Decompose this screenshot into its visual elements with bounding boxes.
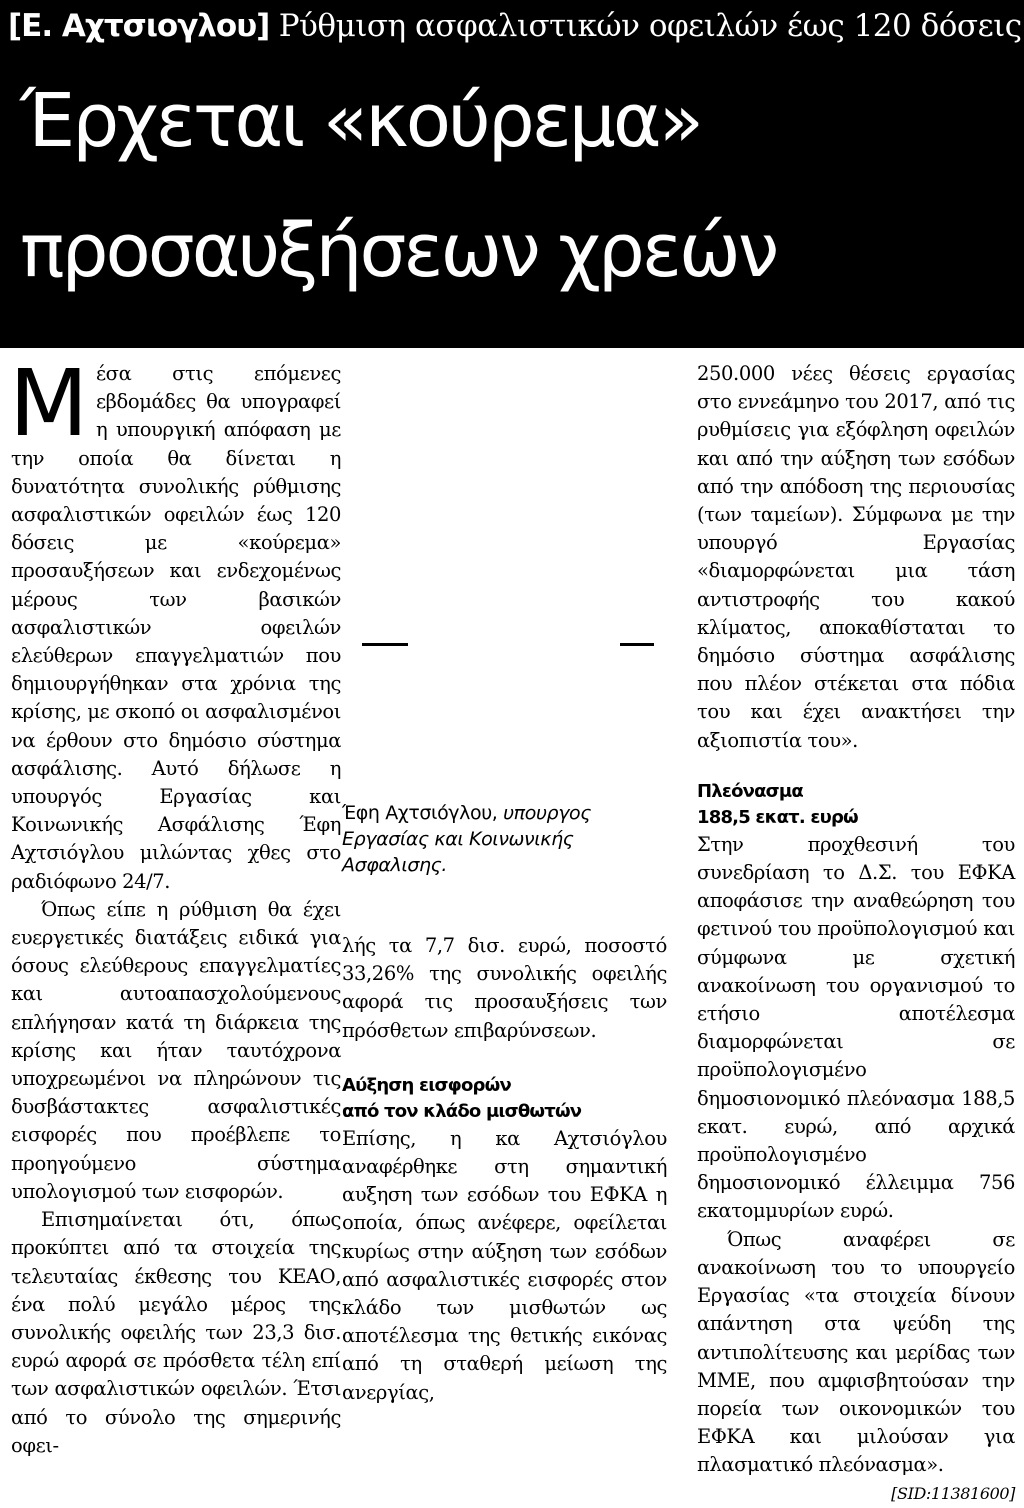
drop-cap: Μ [9, 350, 88, 457]
subhead-line-2: από τον κλάδο μισθωτών [342, 1100, 582, 1122]
paragraph-text: έσα στις επόμενες εβδομάδες θα υπογραφεί η υπουργική απόφαση με την οποία θα δίνεται η δυνατότητα συνολικής ρύθμισης ασφαλιστικών οφειλών έως 120 δόσεις με «κούρεμα» προσαυξήσεων και ενδεχομένως μέρους των βασικών ασφαλιστικών οφειλών ελεύθερων επαγγελματιών που δημιουργήθηκαν στα χρόνια της κρίσης, με σκοπό οι ασφαλισμένοι να έρθουν στο δημόσιο σύστημα ασφάλισης. Αυτό δήλωσε η υπουργός Εργασίας και Κοινωνικής Ασφάλισης Έφη Αχτσιόγλου μιλώντας χθες στο ραδιόφωνο 24/7. [11, 362, 341, 893]
subhead-line-1: Πλεόνασμα [697, 780, 803, 802]
headline-banner [0, 0, 1024, 348]
photo-divider-left [362, 643, 408, 646]
section-subhead [342, 1073, 667, 1125]
caption-name: Έφη Αχτσιόγλου, [342, 802, 498, 824]
section-subhead [697, 779, 1015, 831]
article-paragraph: 250.000 νέες θέσεις εργασίας στο εννεάμηνο του 2017, από τις ρυθμίσεις για εξόφληση οφειλών και από την αύξηση των εσόδων από την απόδοση της περιουσίας (των ταμείων). Σύμφωνα με την υπουργό Εργασίας «διαμορφώνεται μια τάση αντιστροφής του κακού κλίματος, αποκαθίσταται το δημόσιο σύστημα ασφάλισης που πλέον στέκεται στα πόδια του και έχει ανακτήσει την αξιοπιστία του». [697, 362, 1015, 752]
headline-line-1: Έρχεται «κούρεμα» [20, 78, 701, 164]
article-paragraph: λής τα 7,7 δισ. ευρώ, ποσοστό 33,26% της συνολικής οφειλής αφορά τις προσαυξήσεις των πρόσθετων επιβαρύνσεων. [342, 934, 667, 1042]
portrait-photo [342, 360, 680, 800]
article-paragraph: Επίσης, η κα Αχτσιόγλου αναφέρθηκε στη σημαντική αυξηση των εσόδων του ΕΦΚΑ η οποία, όπως ανέφερε, οφείλεται κυρίως στην αύξηση των εσόδων από ασφαλιστικές εισφορές στον κλάδο των μισθωτών ως αποτέλεσμα της θετικής εικόνας από τη σταθερή μείωση της ανεργίας, [342, 1126, 667, 1404]
article-paragraph: Στην προχθεσινή του συνεδρίαση το Δ.Σ. του ΕΦΚΑ αποφάσισε την αναθεώρηση του φετινού του προϋπολογισμού και σύμφωνα με σχετική ανακοίνωση του οργανισμού το ετήσιο αποτέλεσμα διαμορφώνεται σε προϋπολογισμένο δημοσιονομικό πλεόνασμα 188,5 εκατ. ευρώ, από αρχικά προϋπολογισμένο δημοσιονομικό έλλειμμα 756 εκατομμυρίων ευρώ. [697, 832, 1015, 1223]
page-title [20, 56, 1020, 316]
subhead-line-2: 188,5 εκατ. ευρώ [697, 806, 858, 828]
headline-line-2: προσαυξήσεων χρεών [20, 208, 777, 294]
caption-role: υπουργος Εργασίας και Κοινωνικής Ασφαλισης. [342, 802, 592, 876]
article-paragraph: Επισημαίνεται ότι, όπως προκύπτει από τα στοιχεία της τελευταίας έκθεσης του ΚΕΑΟ, ένα πολύ μεγάλο μέρος της συνολικής οφειλής των 23,3 δισ. ευρώ αφορά σε πρόσθετα τέλη επί των ασφαλιστικών οφειλών. Έτσι από το σύνολο της σημερινής οφει- [11, 1208, 341, 1457]
subhead-line-1: Αύξηση εισφορών [342, 1074, 511, 1096]
kicker-line [8, 6, 1022, 46]
article-column-3 [697, 360, 1015, 1508]
source-id: [SID:11381600] [891, 1483, 1015, 1503]
kicker-title: Ρύθμιση ασφαλιστικών οφειλών έως 120 δόσεις [278, 8, 1022, 44]
article-paragraph: Όπως είπε η ρύθμιση θα έχει ευεργετικές διατάξεις ειδικά για όσους ελεύθερους επαγγελματίες και αυτοαπασχολούμενους επλήγησαν κατά τη διάρκεια της κρίσης και ήταν ταυτόχρονα υποχρεωμένοι να πληρώνουν τις δυσβάστακτες ασφαλιστικές εισφορές που προέβλεπε το προηγούμενο σύστημα υπολογισμού των εισφορών. [11, 897, 341, 1203]
article-paragraph: Όπως αναφέρει σε ανακοίνωση του το υπουργείο Εργασίας «τα στοιχεία δίνουν απάντηση στα ψεύδη της αντιπολίτευσης και μερίδας των ΜΜΕ, που αμφισβητούσαν την πορεία των οικονομικών του ΕΦΚΑ και μιλούσαν για πλασματικό πλεόνασμα». [697, 1227, 1015, 1477]
article-paragraph [9, 350, 341, 896]
photo-divider-right [620, 643, 654, 646]
kicker-author: [Ε. Αχτσιογλου] [8, 8, 270, 44]
photo-caption [342, 800, 662, 878]
article-column-1 [9, 350, 341, 1460]
article-column-2 [342, 932, 667, 1407]
